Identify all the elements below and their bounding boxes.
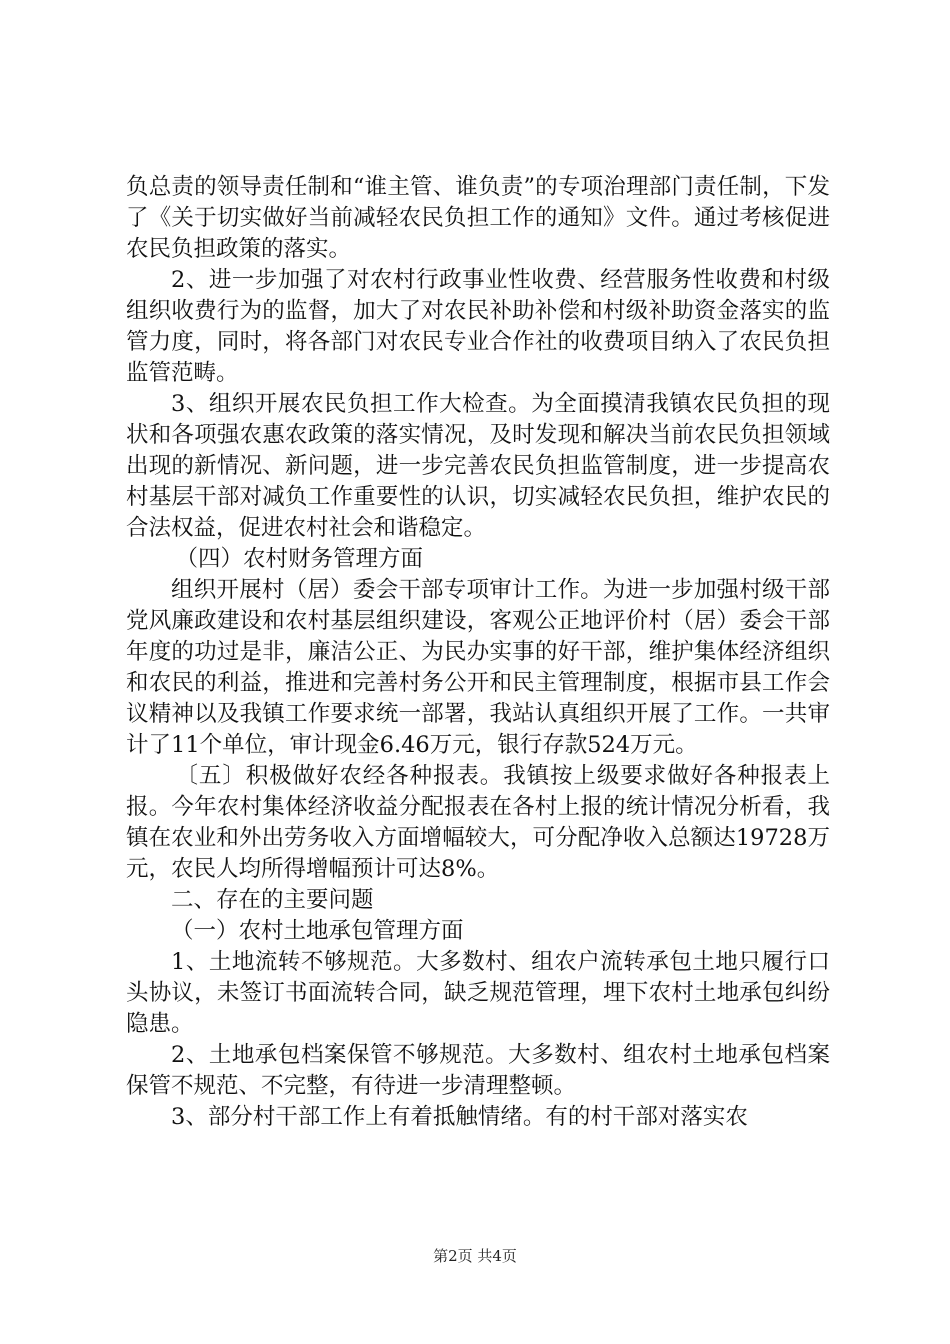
- page-number-footer: 第2页 共4页: [433, 1247, 517, 1265]
- paragraph-problem-1: 1、土地流转不够规范。大多数村、组农户流转承包土地只履行口头协议，未签订书面流转合同，缺乏规范管理，埋下农村土地承包纠纷隐患。: [126, 949, 830, 1037]
- paragraph-problem-2: 2、土地承包档案保管不够规范。大多数村、组农村土地承包档案保管不规范、不完整，有待进一步清理整顿。: [126, 1042, 830, 1099]
- paragraph-reports: 〔五〕积极做好农经各种报表。我镇按上级要求做好各种报表上报。今年农村集体经济收益分配报表在各村上报的统计情况分析看，我镇在农业和外出劳务收入方面增幅较大，可分配净收入总额达19728万元，农民人均所得增幅预计可达8%。: [126, 763, 830, 882]
- paragraph-problem-3: 3、部分村干部工作上有着抵触情绪。有的村干部对落实农: [171, 1104, 748, 1130]
- section-heading-finance: （四）农村财务管理方面: [175, 546, 424, 572]
- paragraph-continuation: 负总责的领导责任制和“谁主管、谁负责”的专项治理部门责任制，下发了《关于切实做好当前减轻农民负担工作的通知》文件。通过考核促进农民负担政策的落实。: [126, 174, 830, 262]
- section-heading-problems: 二、存在的主要问题: [171, 887, 374, 913]
- subsection-heading-land: （一）农村土地承包管理方面: [171, 918, 464, 944]
- paragraph-item-3: 3、组织开展农民负担工作大检查。为全面摸清我镇农民负担的现状和各项强农惠农政策的落实情况，及时发现和解决当前农民负担领域出现的新情况、新问题，进一步完善农民负担监管制度，进一步提高农村基层干部对减负工作重要性的认识，切实减轻农民负担，维护农民的合法权益，促进农村社会和谐稳定。: [126, 391, 830, 541]
- paragraph-item-2: 2、进一步加强了对农村行政事业性收费、经营服务性收费和村级组织收费行为的监督，加大了对农民补助补偿和村级补助资金落实的监管力度，同时，将各部门对农民专业合作社的收费项目纳入了农民负担监管范畴。: [126, 267, 830, 386]
- document-body: [126, 172, 830, 1133]
- paragraph-audit: 组织开展村（居）委会干部专项审计工作。为进一步加强村级干部党风廉政建设和农村基层组织建设，客观公正地评价村（居）委会干部年度的功过是非，廉洁公正、为民办实事的好干部，维护集体经济组织和农民的利益，推进和完善村务公开和民主管理制度，根据市县工作会议精神以及我镇工作要求统一部署，我站认真组织开展了工作。一共审计了11个单位，审计现金6.46万元，银行存款524万元。: [126, 577, 830, 758]
